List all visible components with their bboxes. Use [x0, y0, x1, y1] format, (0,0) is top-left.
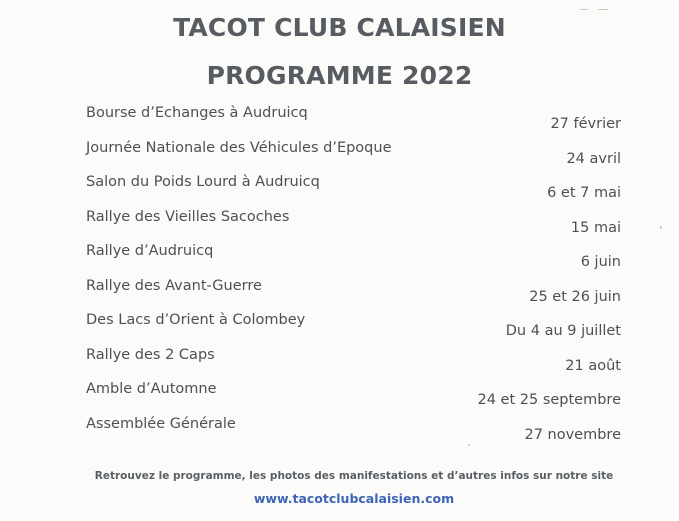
event-name: Salon du Poids Lourd à Audruicq	[86, 174, 320, 190]
event-date: 24 avril	[566, 150, 621, 167]
event-date: 21 août	[565, 357, 621, 374]
scan-speck	[660, 226, 662, 229]
event-date: 6 juin	[580, 254, 621, 270]
event-date: 15 mai	[570, 219, 621, 236]
event-date: 25 et 26 juin	[529, 288, 621, 305]
event-name: Rallye des Avant-Guerre	[86, 277, 262, 294]
scan-speck	[468, 444, 470, 446]
event-row	[0, 103, 679, 138]
scan-speck	[580, 9, 588, 10]
event-name: Rallye des Vieilles Sacoches	[86, 208, 290, 225]
event-name: Rallye des 2 Caps	[86, 346, 215, 363]
event-list	[0, 103, 679, 448]
club-name: TACOT CLUB CALAISIEN	[173, 13, 506, 42]
event-name: Des Lacs d’Orient à Colombey	[86, 312, 306, 328]
scan-speck	[598, 9, 608, 10]
event-name: Journée Nationale des Véhicules d’Epoque	[86, 139, 392, 156]
event-date: 27 novembre	[524, 426, 621, 443]
event-row	[0, 276, 679, 311]
event-row	[0, 345, 679, 380]
event-row	[0, 241, 679, 276]
event-row	[0, 207, 679, 242]
event-name: Amble d’Automne	[86, 381, 217, 397]
event-row	[0, 414, 679, 449]
program-title: PROGRAMME 2022	[206, 61, 473, 90]
event-date: Du 4 au 9 juillet	[505, 323, 621, 339]
event-date: 6 et 7 mai	[547, 185, 621, 201]
event-name: Bourse d’Echanges à Audruicq	[86, 105, 308, 121]
event-row	[0, 310, 679, 345]
event-row	[0, 379, 679, 414]
website-link[interactable]: www.tacotclubcalaisien.com	[253, 491, 455, 506]
event-date: 27 février	[550, 116, 621, 132]
event-row	[0, 138, 679, 173]
event-name: Rallye d’Audruicq	[86, 243, 214, 259]
footer-note: Retrouvez le programme, les photos des manifestations et d’autres infos sur notre site	[94, 470, 614, 482]
event-date: 24 et 25 septembre	[477, 392, 621, 408]
event-name: Assemblée Générale	[86, 415, 236, 432]
event-row	[0, 172, 679, 207]
